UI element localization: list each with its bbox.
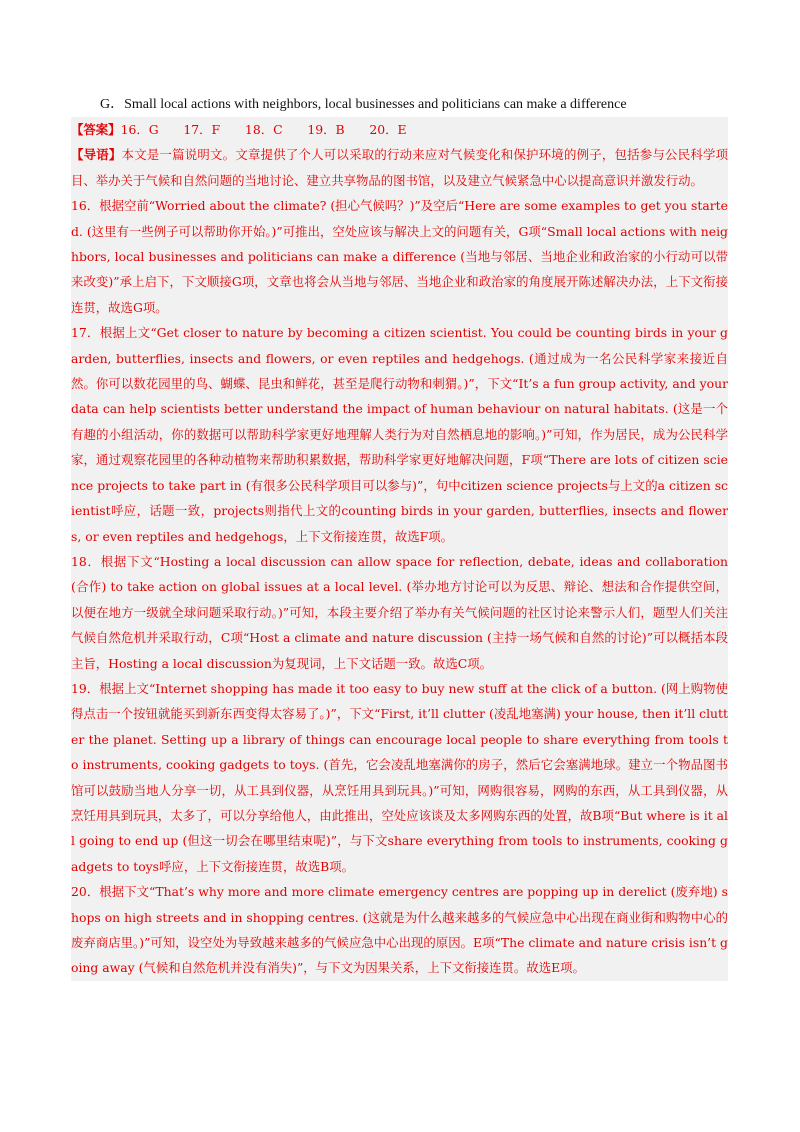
guide-paragraph bbox=[71, 142, 728, 193]
explanation-19: 19．根据上文“Internet shopping has made it too easy to buy new stuff at the click of a button. (网上购物使得点击一个按钮就能买到新东西变得太容易了。)”，下文“First, it’ll clutter (凌乱地塞满) your house, then it’ll clutter the planet. Setting up a library of things can encourage local people to share everything from tools to instruments, cooking gadgets to toys. (首先，它会凌乱地塞满你的房子，然后它会塞满地球。建立一个物品图书馆可以鼓励当地人分享一切，从工具到仪器，从烹饪用具到玩具。)”可知，网购很容易，网购的东西，从工具到仪器，从烹饪用具到玩具，太多了，可以分享给他人，由此推出，空处应该谈及太多网购东西的处置，故B项“But where is it all going to end up (但这一切会在哪里结束呢)”，与下文share everything from tools to instruments, cooking gadgets to toys呼应，上下文衔接连贯，故选B项。 bbox=[71, 680, 728, 874]
guide-text: 本文是一篇说明文。文章提供了个人可以采取的行动来应对气候变化和保护环境的例子，包括参与公民科学项目、举办关于气候和自然问题的当地讨论、建立共享物品的图书馆，以及建立气候紧急中心以提高意识并激发行动。 bbox=[71, 147, 729, 188]
explanation-16: 16．根据空前“Worried about the climate? (担心气候吗？)”及空后“Here are some examples to get you started. (这里有一些例子可以帮助你开始。)”可推出，空处应该与解决上文的问题有关，G项“Small local actions with neighbors, local businesses and politicians can make a difference (当地与邻居、当地企业和政治家的小行动可以带来改变)”承上启下，下文顺接G项，文章也将会从当地与邻居、当地企业和政治家的角度展开陈述解决办法，上下文衔接连贯，故选G项。 bbox=[71, 198, 728, 315]
explanation-20: 20．根据下文“That’s why more and more climate emergency centres are popping up in derelict (废弃地) shops on high streets and in shopping centres. (这就是为什么越来越多的气候应急中心出现在商业街和购物中心的废弃商店里。)”可知，设空处为导致越来越多的气候应急中心出现的原因。E项“The climate and nature crisis isn’t going away (气候和自然危机并没有消失)”，与下文为因果关系，上下文衔接连贯。故选E项。 bbox=[71, 884, 728, 976]
option-g-text: G．Small local actions with neighbors, local businesses and politicians can make a difference bbox=[100, 97, 627, 112]
explanation-17: 17．根据上文“Get closer to nature by becoming a citizen scientist. You could be counting birds in your garden, butterflies, insects and flowers, or even reptiles and hedgehogs. (通过成为一名公民科学家来接近自然。你可以数花园里的鸟、蝴蝶、昆虫和鲜花，甚至是爬行动物和刺猬。)”，下文“It’s a fun group activity, and your data can help scientists better understand the impact of human behaviour on natural habitats. (这是一个有趣的小组活动，你的数据可以帮助科学家更好地理解人类行为对自然栖息地的影响。)”可知，作为居民，成为公民科学家，通过观察花园里的各种动植物来帮助积累数据，帮助科学家更好地解决问题，F项“There are lots of citizen science projects to take part in (有很多公民科学项目可以参与)”，句中citizen science projects与上文的a citizen scientist呼应，话题一致，projects则指代上文的counting birds in your garden, butterflies, insects and flowers, or even reptiles and hedgehogs，上下文衔接连贯，故选F项。 bbox=[71, 325, 728, 544]
answer-tag: 【答案】 bbox=[71, 122, 121, 137]
explanation-18: 18．根据下文“Hosting a local discussion can allow space for reflection, debate, ideas and collaboration (合作) to take action on global issues at a local level. (举办地方讨论可以为反思、辩论、想法和合作提供空间，以便在地方一级就全球问题采取行动。)”可知，本段主要介绍了举办有关气候问题的社区讨论来警示人们，题型人们关注气候自然危机并采取行动，C项“Host a climate and nature discussion (主持一场气候和自然的讨论)”可以概括本段主旨，Hosting a local discussion为复现词，上下文话题一致。故选C项。 bbox=[71, 553, 728, 671]
answer-section bbox=[71, 117, 728, 981]
guide-tag: 【导语】 bbox=[71, 147, 122, 163]
answer-text: 16．G 17．F 18．C 19．B 20．E bbox=[120, 122, 407, 137]
answer-line bbox=[71, 117, 728, 142]
